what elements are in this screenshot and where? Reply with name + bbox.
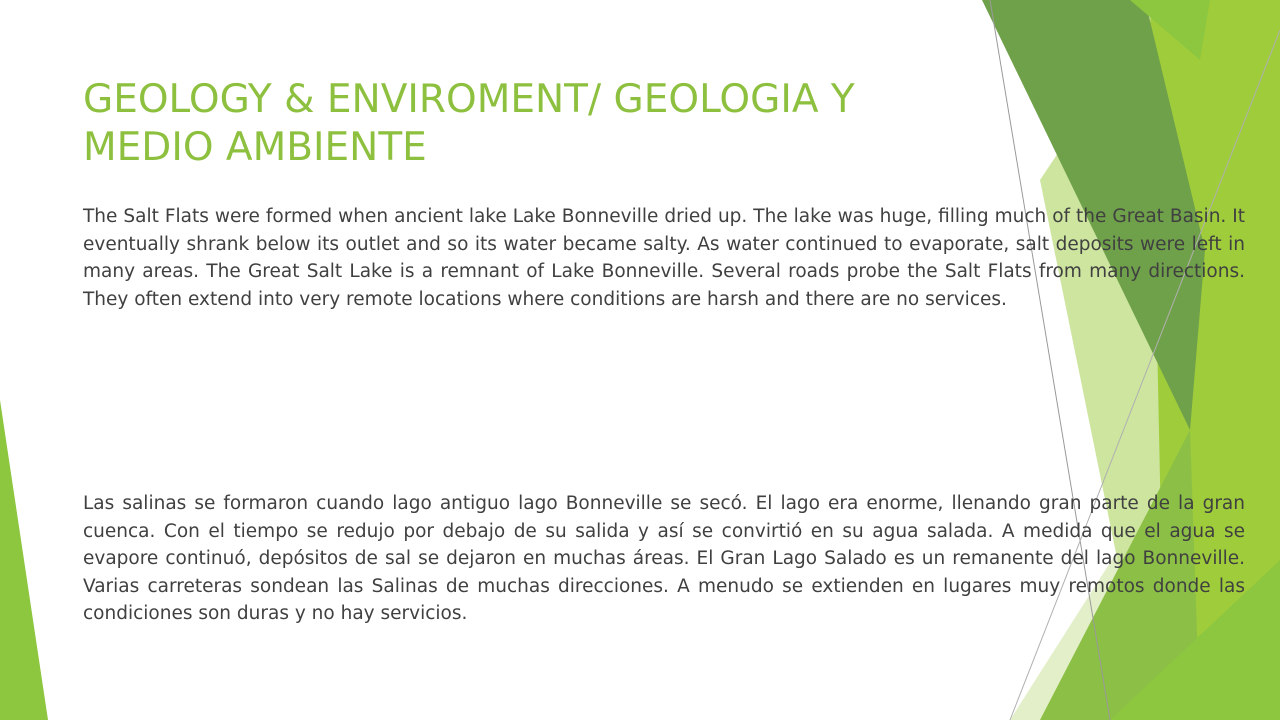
left-green-sliver — [0, 400, 48, 720]
slide-title: GEOLOGY & ENVIROMENT/ GEOLOGIA Y MEDIO AMBIENTE — [83, 77, 855, 170]
paragraph-spanish: Las salinas se formaron cuando lago antiguo lago Bonneville se secó. El lago era enorme, llenando gran parte de la gran cuenca. Con el tiempo se redujo por debajo de su salida y así se convirtió en su agua salada. A medida que el agua se evapore continuó, depósitos de sal se dejaron en muchas áreas. El Gran Lago Salado es un remanente del lago Bonneville. Varias carreteras sondean las Salinas de muchas direcciones. A menudo se extienden en lugares muy remotos donde las condiciones son duras y no hay servicios. — [83, 493, 1245, 624]
paragraph-english: The Salt Flats were formed when ancient lake Lake Bonneville dried up. The lake was huge, filling much of the Great Basin. It eventually shrank below its outlet and so its water became salty. As water continued to evaporate, salt deposits were left in many areas. The Great Salt Lake is a remnant of Lake Bonneville. Several roads probe the Salt Flats from many directions. They often extend into very remote locations where conditions are harsh and there are no services. — [83, 206, 1245, 310]
